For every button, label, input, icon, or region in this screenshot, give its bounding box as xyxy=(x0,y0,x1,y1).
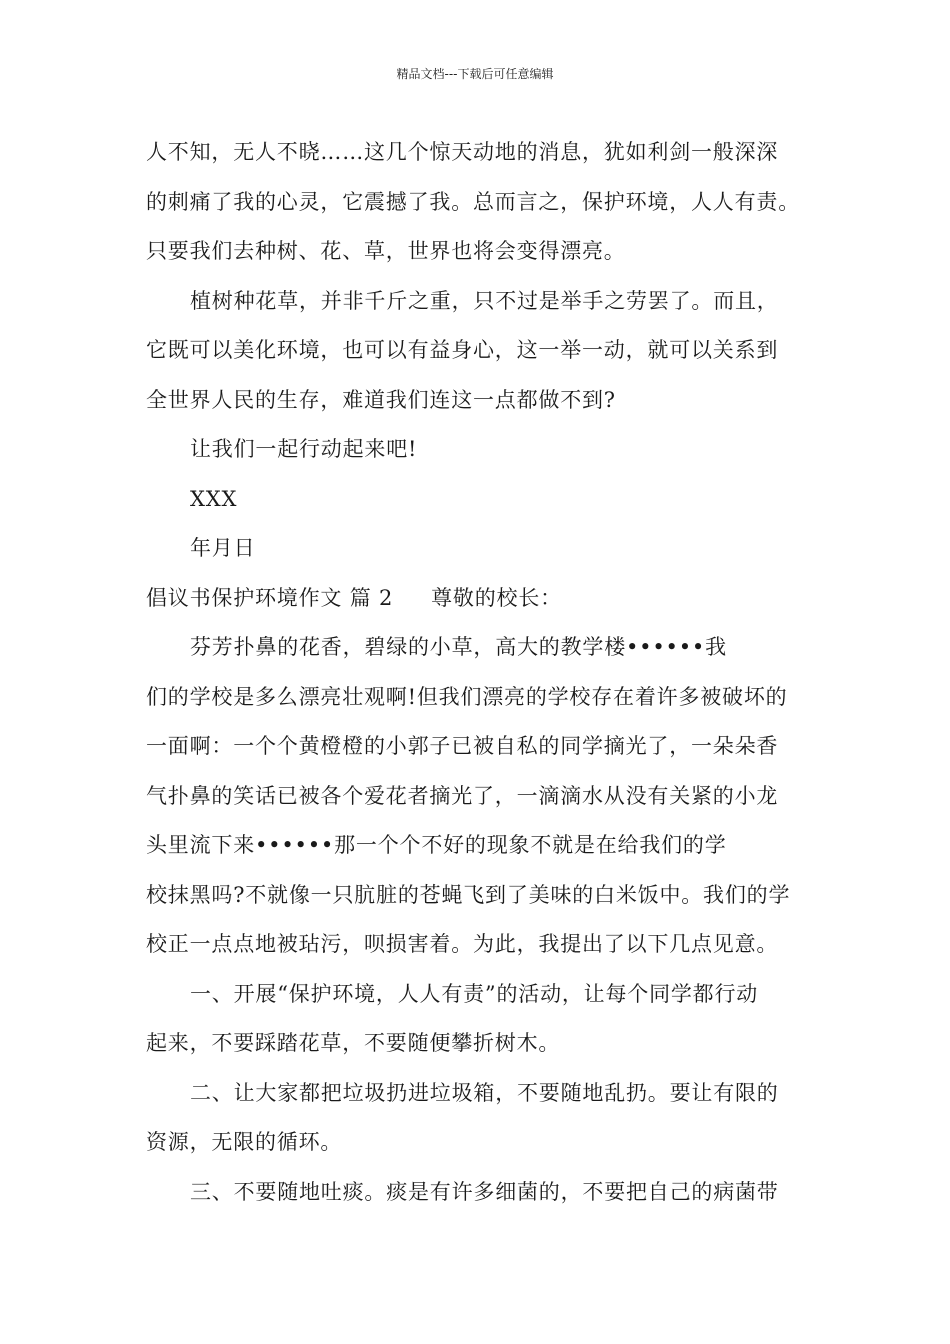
text-line-11: 芬芳扑鼻的花香，碧绿的小草，高大的教学楼••••••我 xyxy=(190,635,727,659)
section-title: 倡议书保护环境作文 xyxy=(146,585,343,610)
text-line-22: 三、不要随地吐痰。痰是有许多细菌的，不要把自己的病菌带 xyxy=(190,1179,779,1204)
section-part: 篇 2 xyxy=(349,585,394,610)
text-line-15: 头里流下来••••••那一个个不好的现象不就是在给我们的学 xyxy=(146,833,727,857)
signature-date: 年月日 xyxy=(190,536,256,560)
text-line-4: 植树种花草，并非千斤之重，只不过是举手之劳罢了。而且， xyxy=(190,288,779,313)
text-line-18: 一、开展“保护环境，人人有责”的活动，让每个同学都行动 xyxy=(190,981,759,1006)
section-heading xyxy=(146,574,818,624)
text-line-2: 的刺痛了我的心灵，它震撼了我。总而言之，保护环境，人人有责。 xyxy=(146,189,800,214)
salutation: 尊敬的校长： xyxy=(431,585,562,610)
signature-name: XXX xyxy=(190,486,238,511)
text-line-13: 一面啊：一个个黄橙橙的小郭子已被自私的同学摘光了，一朵朵香 xyxy=(146,734,779,758)
text-line-5: 它既可以美化环境，也可以有益身心，这一举一动，就可以关系到 xyxy=(146,338,779,362)
page-header: 精品文档---下载后可任意编辑 xyxy=(396,67,554,81)
text-line-16: 校抹黑吗?不就像一只肮脏的苍蝇飞到了美味的白米饭中。我们的学 xyxy=(146,882,791,907)
document-body xyxy=(146,128,818,1217)
text-line-12: 们的学校是多么漂亮壮观啊!但我们漂亮的学校存在着许多被破坏的 xyxy=(146,684,788,709)
text-line-14: 气扑鼻的笑话已被各个爱花者摘光了，一滴滴水从没有关紧的小龙 xyxy=(146,783,779,808)
text-line-19: 起来，不要踩踏花草，不要随便攀折树木。 xyxy=(146,1031,561,1055)
text-line-17: 校正一点点地被玷污，呗损害着。为此，我提出了以下几点见意。 xyxy=(146,932,779,956)
text-line-21: 资源，无限的循环。 xyxy=(146,1130,343,1154)
text-line-6: 全世界人民的生存，难道我们连这一点都做不到? xyxy=(146,387,616,412)
text-line-3: 只要我们去种树、花、草，世界也将会变得漂亮。 xyxy=(146,239,626,263)
text-line-20: 二、让大家都把垃圾扔进垃圾箱，不要随地乱扔。要让有限的 xyxy=(190,1080,779,1105)
text-line-1: 人不知，无人不晓……这几个惊天动地的消息，犹如利剑一般深深 xyxy=(146,140,779,164)
text-line-7: 让我们一起行动起来吧! xyxy=(190,437,418,461)
